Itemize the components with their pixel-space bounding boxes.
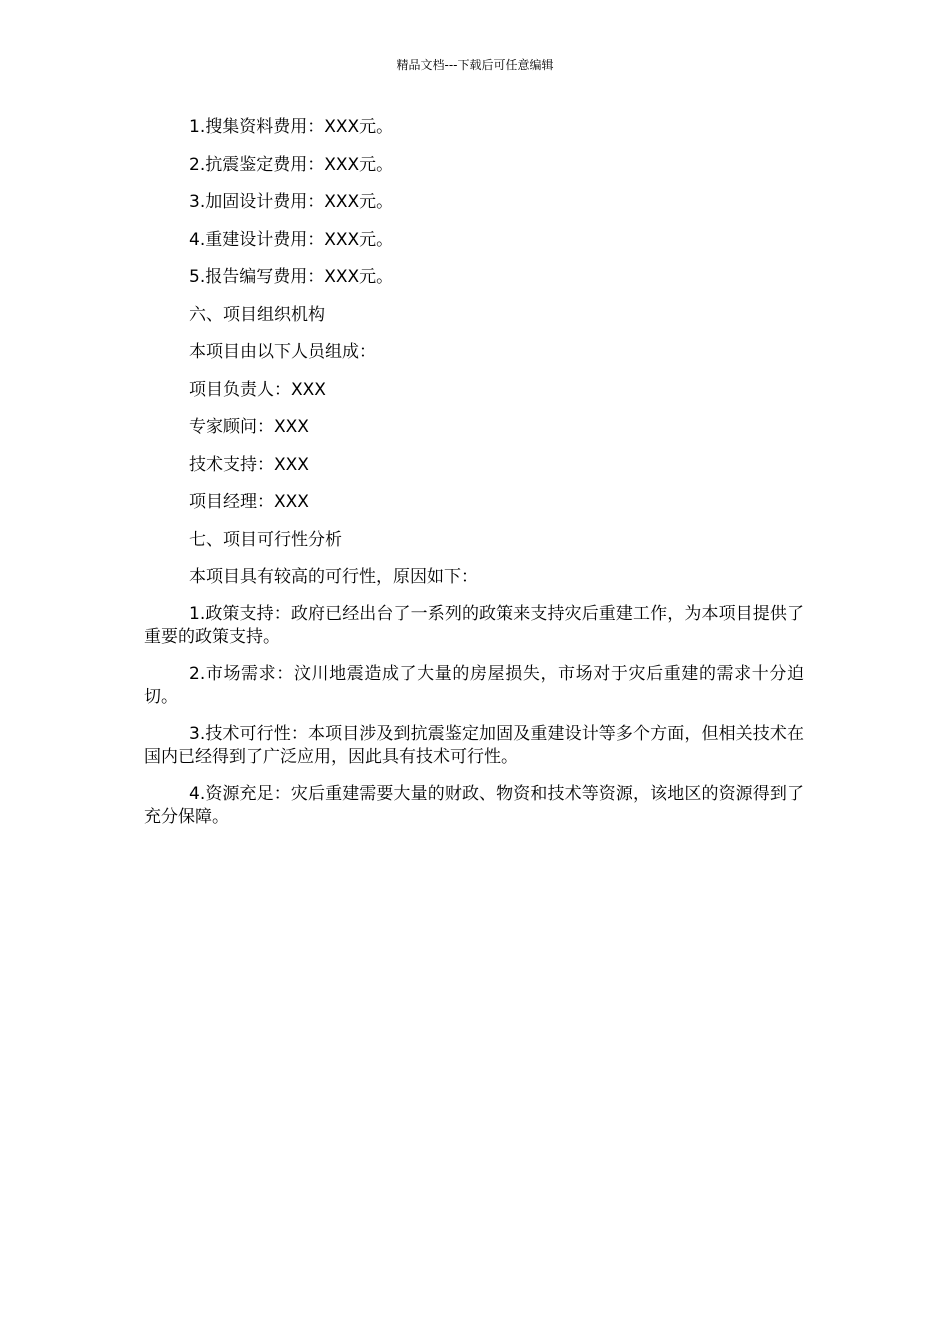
member-expert-advisor: 专家顾问：XXX [189,417,309,437]
cost-item-reinforcement-design: 3.加固设计费用：XXX元。 [189,192,394,212]
cost-item-reconstruction-design: 4.重建设计费用：XXX元。 [189,229,394,250]
section-heading-feasibility: 七、项目可行性分析 [189,529,342,550]
page-header: 精品文档---下载后可任意编辑 [396,58,554,72]
feasibility-intro: 本项目具有较高的可行性，原因如下： [189,567,478,587]
cost-item-seismic-appraisal: 2.抗震鉴定费用：XXX元。 [189,154,394,175]
organization-intro: 本项目由以下人员组成： [189,342,376,362]
member-project-lead: 项目负责人：XXX [189,379,326,400]
feasibility-market-demand: 2.市场需求：汶川地震造成了大量的房屋损失，市场对于灾后重建的需求十分迫切。 [144,663,804,707]
member-technical-support: 技术支持：XXX [189,454,309,475]
feasibility-policy-support: 1.政策支持：政府已经出台了一系列的政策来支持灾后重建工作，为本项目提供了重要的政策支持。 [144,603,804,647]
document-body [144,115,804,843]
feasibility-technical: 3.技术可行性：本项目涉及到抗震鉴定加固及重建设计等多个方面，但相关技术在国内已经得到了广泛应用，因此具有技术可行性。 [144,723,804,767]
cost-item-data-collection: 1.搜集资料费用：XXX元。 [189,117,394,137]
section-heading-organization: 六、项目组织机构 [189,304,325,325]
cost-item-report-writing: 5.报告编写费用：XXX元。 [189,267,394,287]
member-project-manager: 项目经理：XXX [189,492,309,512]
feasibility-resources: 4.资源充足：灾后重建需要大量的财政、物资和技术等资源，该地区的资源得到了充分保障。 [144,783,804,827]
